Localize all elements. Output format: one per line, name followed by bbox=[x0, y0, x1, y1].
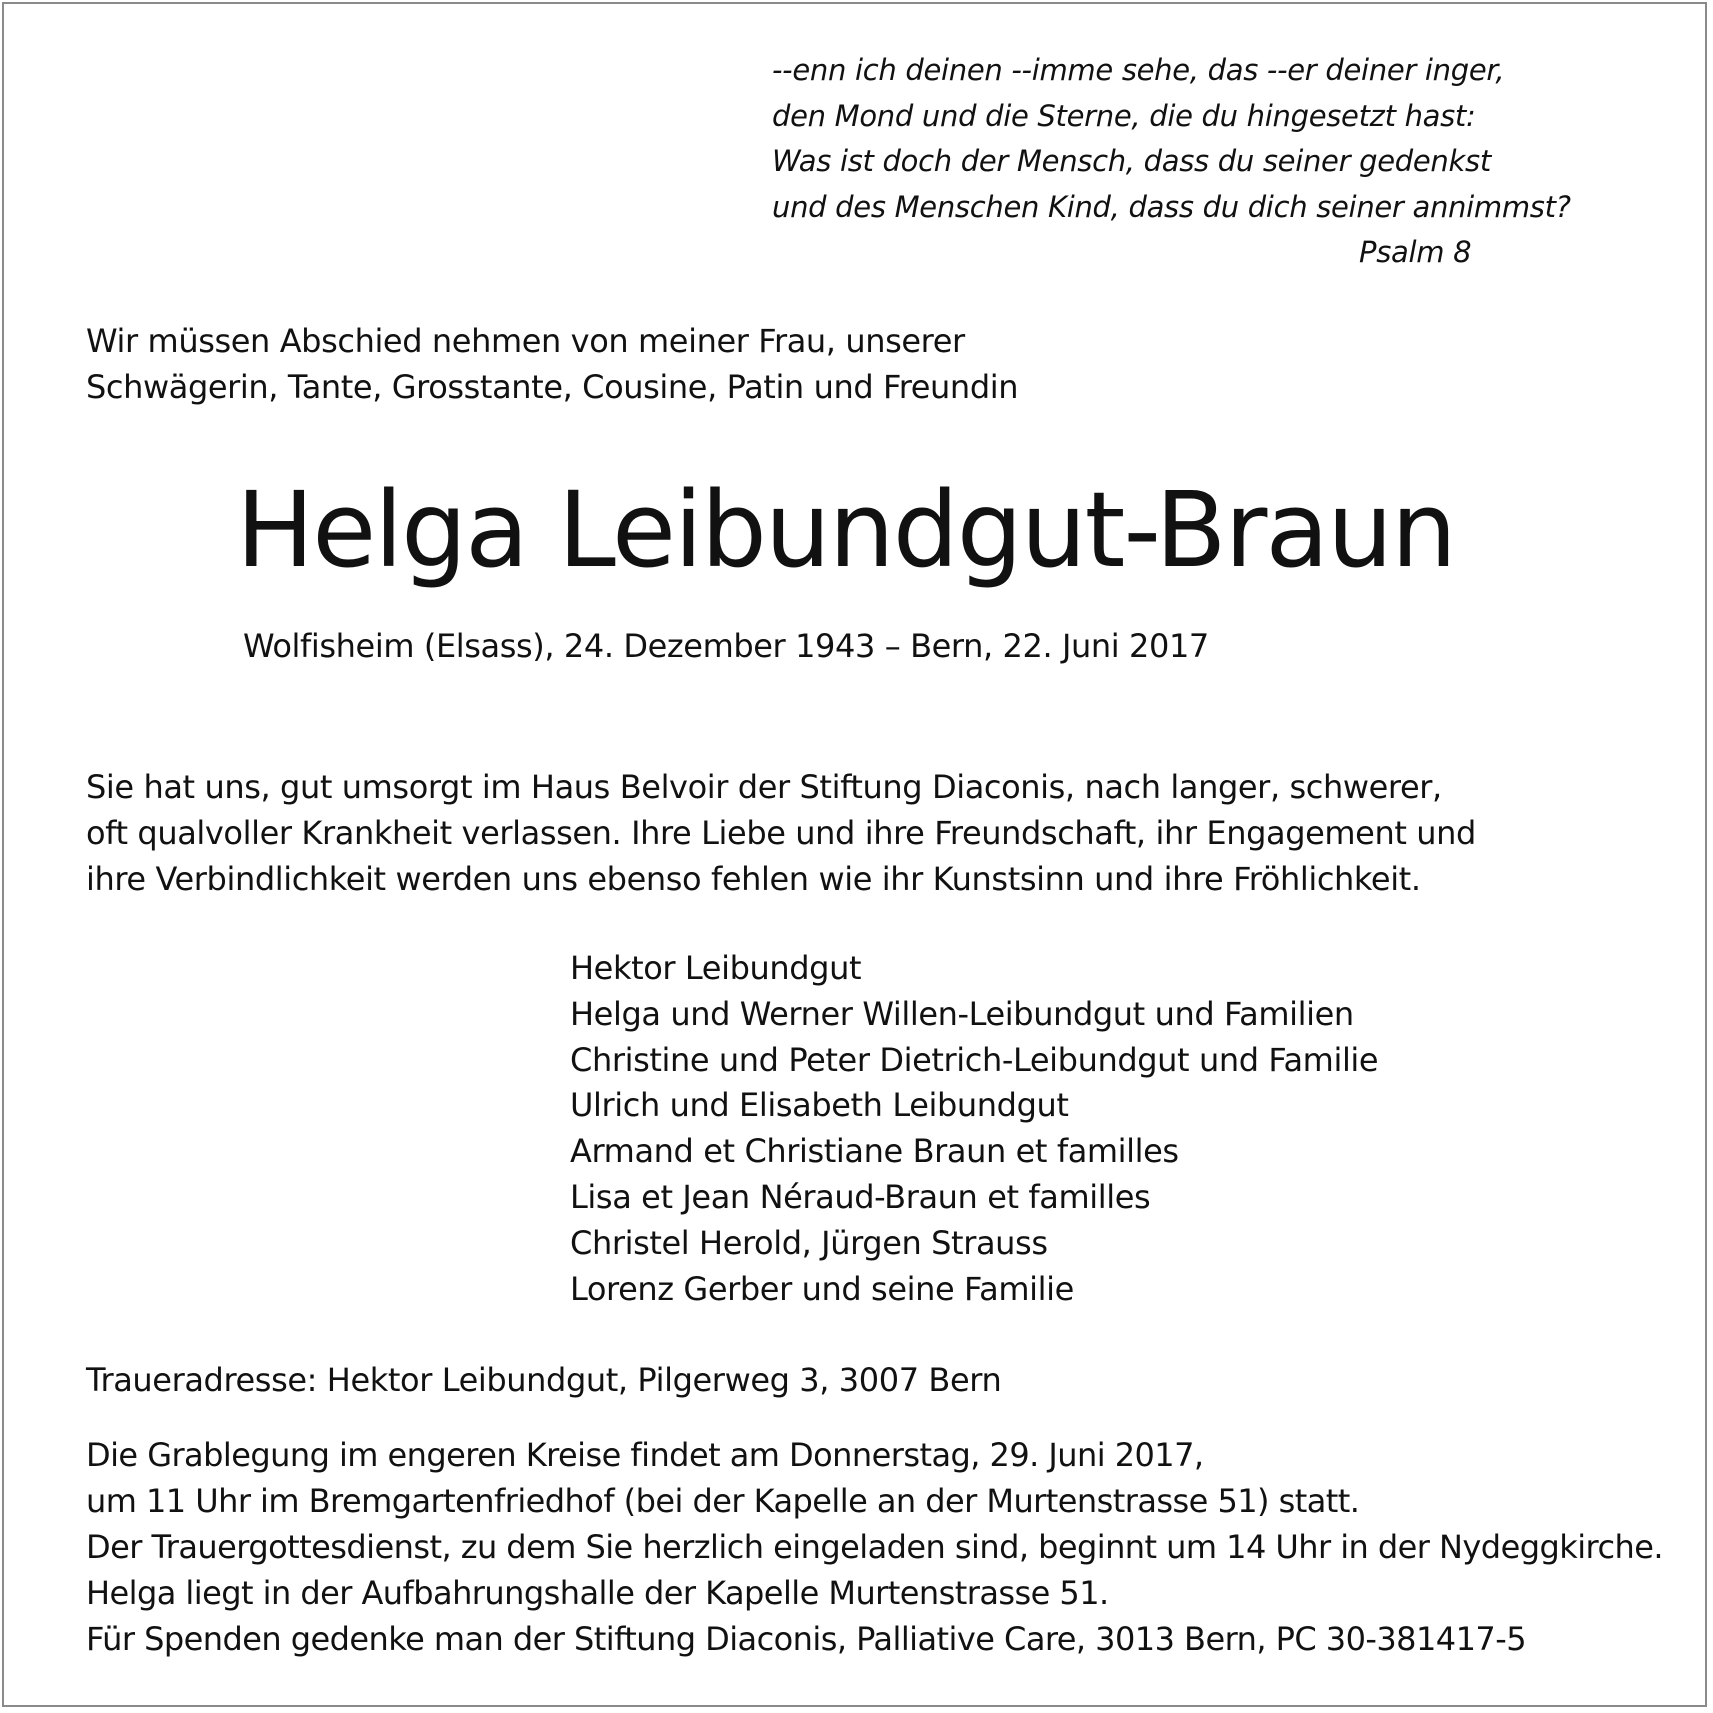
psalm-line: und des Menschen Kind, dass du dich seiner annimmst? bbox=[772, 189, 1571, 224]
deceased-name: Helga Leibundgut-Braun bbox=[236, 469, 1455, 591]
funeral-detail-line: Für Spenden gedenke man der Stiftung Diaconis, Palliative Care, 3013 Bern, PC 30-381417-5 bbox=[86, 1620, 1527, 1658]
psalm-line: --enn ich deinen --imme sehe, das --er deiner inger, bbox=[772, 53, 1505, 87]
mourning-address: Traueradresse: Hektor Leibundgut, Pilgerweg 3, 3007 Bern bbox=[86, 1361, 1002, 1399]
psalm-line: den Mond und die Sterne, die du hingesetzt hast: bbox=[772, 98, 1476, 133]
memorial-message bbox=[86, 764, 1476, 902]
mourner-entry: Lorenz Gerber und seine Familie bbox=[570, 1269, 1074, 1308]
funeral-details bbox=[86, 1432, 1663, 1662]
psalm-quote bbox=[772, 48, 1632, 276]
funeral-detail-line: Die Grablegung im engeren Kreise findet am Donnerstag, 29. Juni 2017, bbox=[86, 1436, 1204, 1474]
message-line: Sie hat uns, gut umsorgt im Haus Belvoir der Stiftung Diaconis, nach langer, schwerer, bbox=[86, 768, 1442, 806]
funeral-detail-line: Helga liegt in der Aufbahrungshalle der Kapelle Murtenstrasse 51. bbox=[86, 1574, 1109, 1612]
mourner-entry: Armand et Christiane Braun et familles bbox=[570, 1132, 1179, 1171]
life-dates: Wolfisheim (Elsass), 24. Dezember 1943 – Bern, 22. Juni 2017 bbox=[243, 627, 1209, 665]
message-line: oft qualvoller Krankheit verlassen. Ihre Liebe und ihre Freundschaft, ihr Engagement und bbox=[86, 814, 1476, 852]
mourner-entry: Lisa et Jean Néraud-Braun et familles bbox=[570, 1177, 1151, 1216]
mourner-entry: Hektor Leibundgut bbox=[570, 949, 862, 987]
mourner-entry: Ulrich und Elisabeth Leibundgut bbox=[570, 1086, 1069, 1125]
message-line: ihre Verbindlichkeit werden uns ebenso fehlen wie ihr Kunstsinn und ihre Fröhlichkeit. bbox=[86, 860, 1421, 898]
intro-line: Schwägerin, Tante, Grosstante, Cousine, Patin und Freundin bbox=[86, 368, 1019, 406]
funeral-detail-line: um 11 Uhr im Bremgartenfriedhof (bei der Kapelle an der Murtenstrasse 51) statt. bbox=[86, 1482, 1360, 1520]
intro-text bbox=[86, 318, 1018, 410]
intro-line: Wir müssen Abschied nehmen von meiner Frau, unserer bbox=[86, 322, 965, 360]
psalm-line: Was ist doch der Mensch, dass du seiner gedenkst bbox=[772, 144, 1491, 178]
mourner-entry: Helga und Werner Willen-Leibundgut und Familien bbox=[570, 994, 1354, 1033]
funeral-detail-line: Der Trauergottesdienst, zu dem Sie herzlich eingeladen sind, beginnt um 14 Uhr in der Nydeggkirche. bbox=[86, 1528, 1663, 1566]
mourners-list bbox=[570, 946, 1378, 1312]
mourner-entry: Christine und Peter Dietrich-Leibundgut und Familie bbox=[570, 1040, 1379, 1079]
mourner-entry: Christel Herold, Jürgen Strauss bbox=[570, 1223, 1048, 1262]
psalm-reference: Psalm 8 bbox=[1359, 235, 1472, 269]
